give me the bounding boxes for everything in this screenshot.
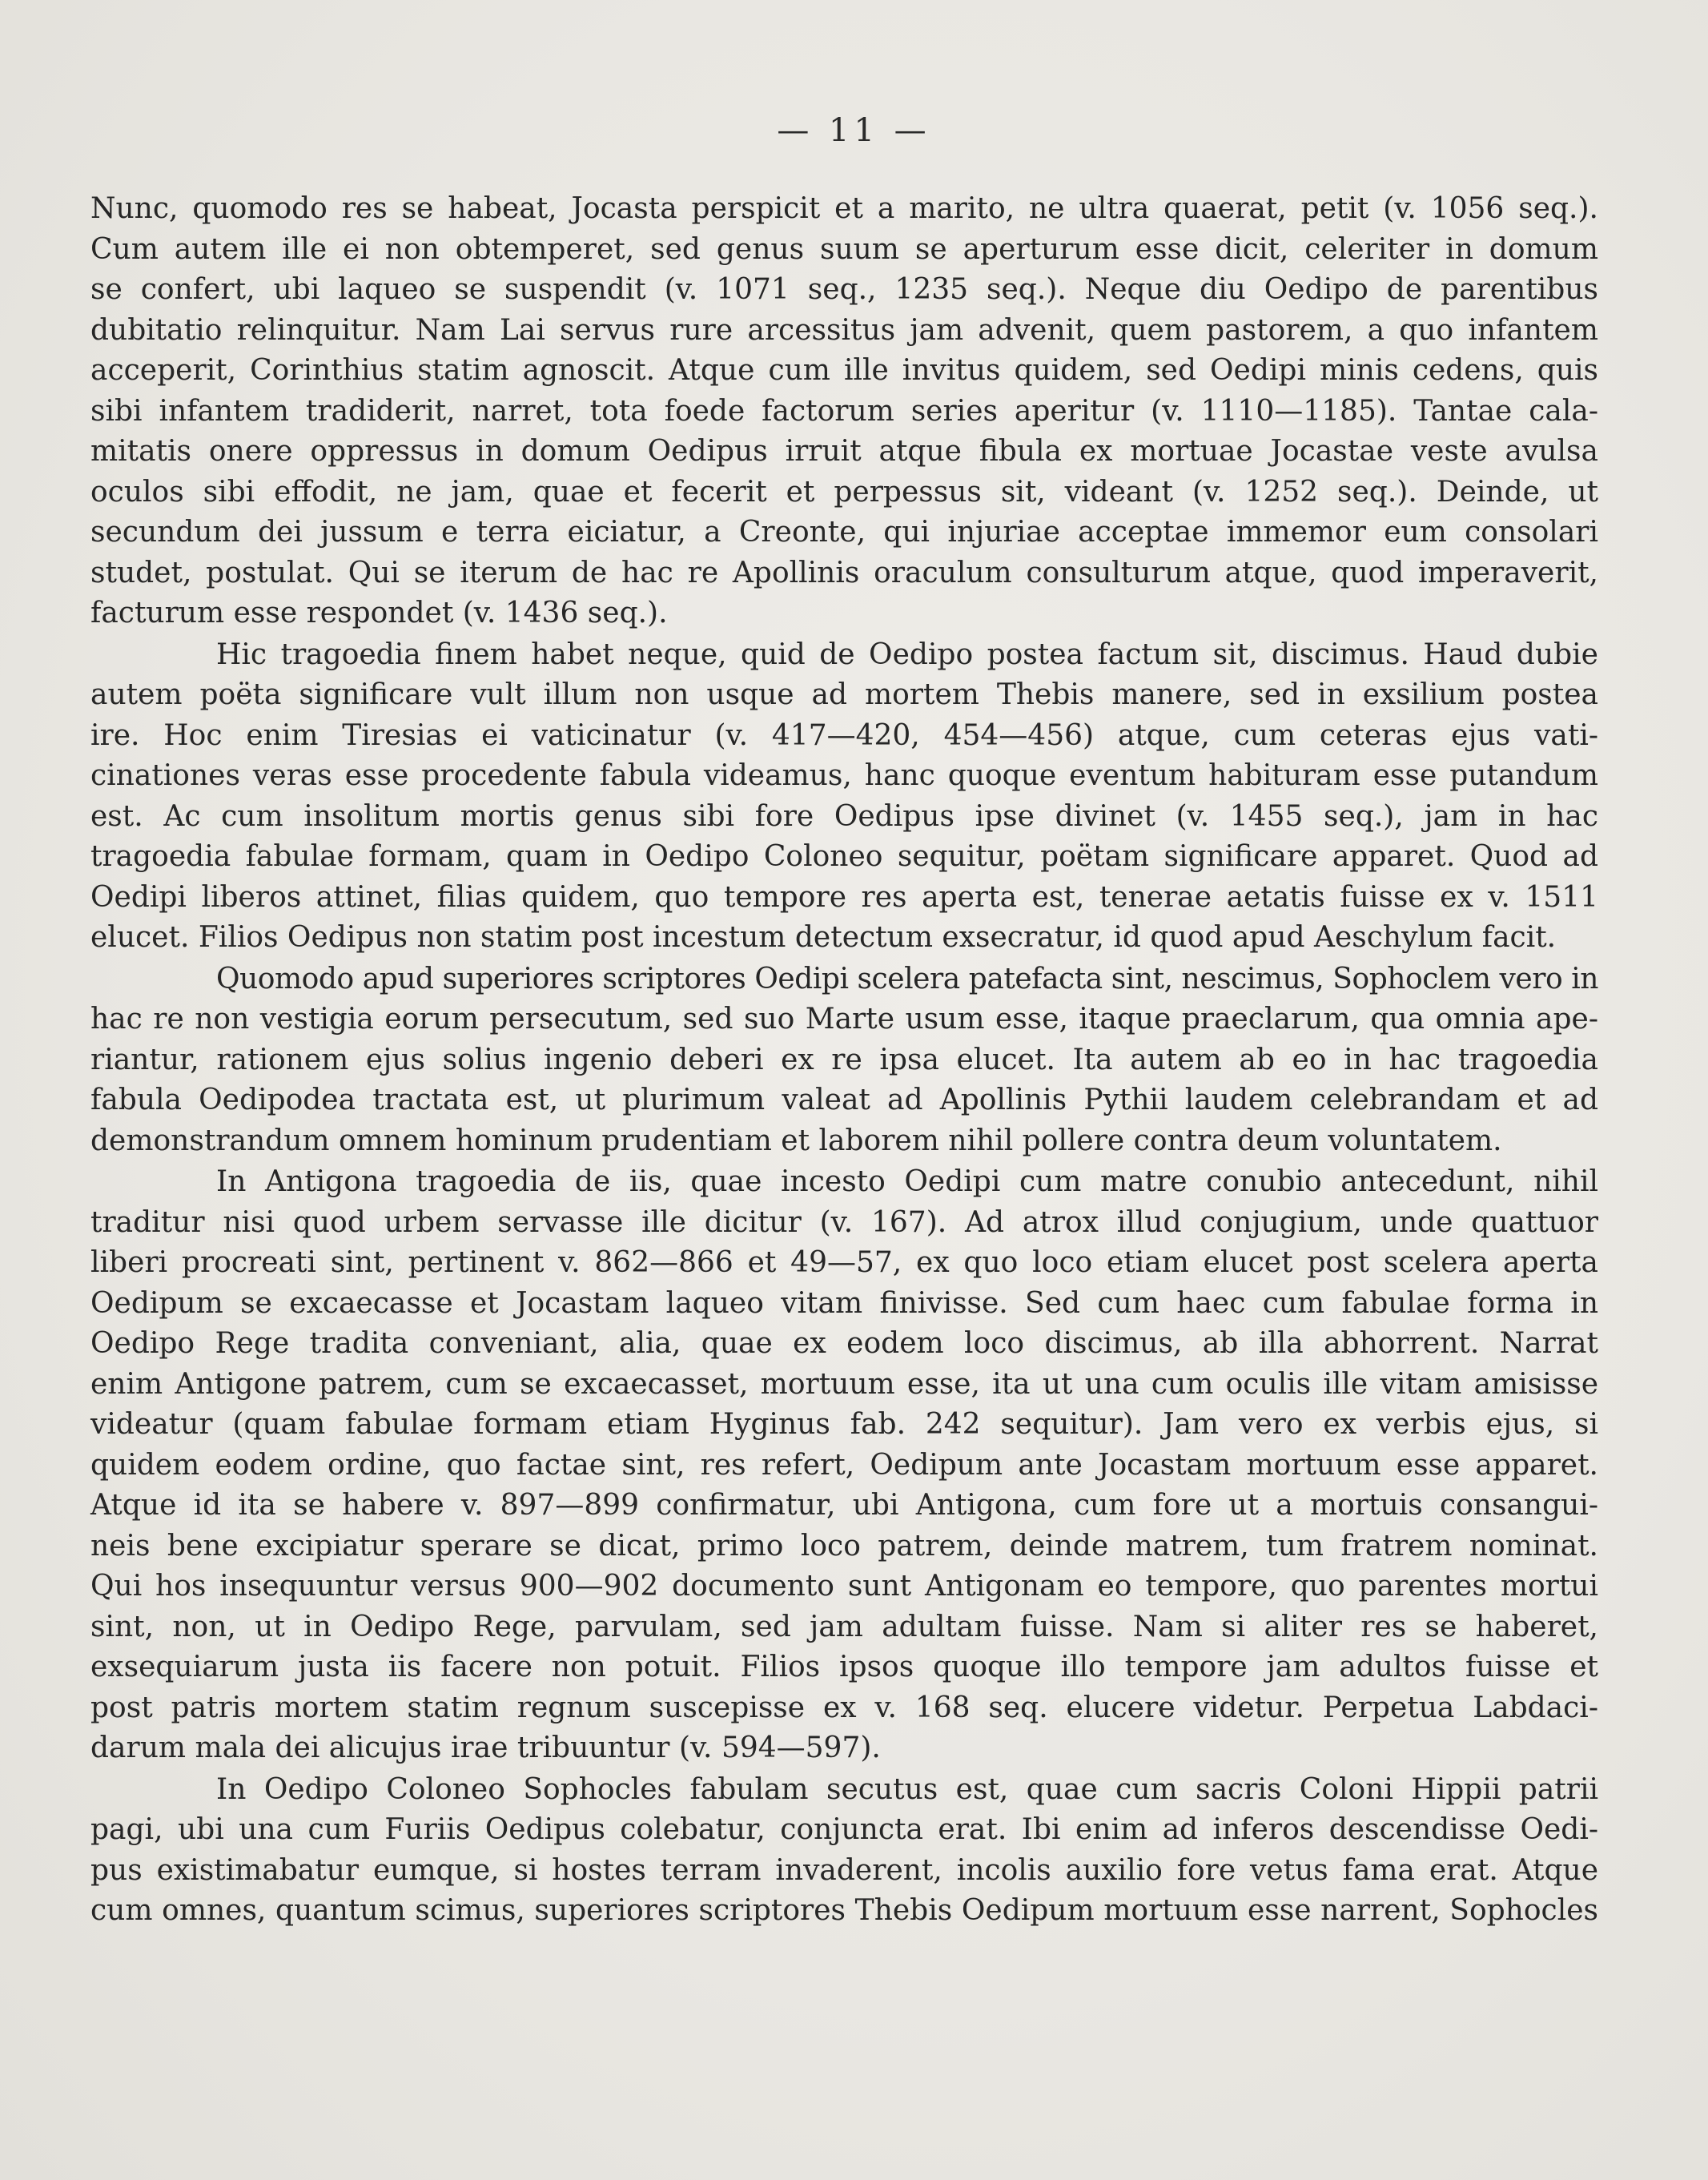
text-line: Cum autem ille ei non obtemperet, sed genus suum se aperturum esse dicit, celeriter in domum (90, 232, 1598, 266)
text-line: quidem eodem ordine, quo factae sint, res refert, Oedipum ante Jocastam mortuum esse apparet. (90, 1448, 1598, 1482)
text-line: exsequiarum justa iis facere non potuit. Filios ipsos quoque illo tempore jam adultos fuisse et (90, 1651, 1598, 1683)
text-line: pus existimabatur eumque, si hostes terram invaderent, incolis auxilio fore vetus fama erat. Atque (90, 1853, 1598, 1887)
text-line: enim Antigone patrem, cum se excaecasset, mortuum esse, ita ut una cum oculis ille vitam amisisse (90, 1367, 1598, 1401)
text-line: se confert, ubi laqueo se suspendit (v. 1071 seq., 1235 seq.). Neque diu Oedipo de parentibus (90, 273, 1598, 306)
paragraph-4 (90, 1162, 1598, 1769)
text-line: hac re non vestigia eorum persecutum, sed suo Marte usum esse, itaque praeclarum, qua omnia ape- (90, 1003, 1598, 1036)
text-line: oculos sibi effodit, ne jam, quae et fecerit et perpessus sit, videant (v. 1252 seq.). Deinde, ut (90, 475, 1598, 509)
text-line: Hic tragoedia finem habet neque, quid de Oedipo postea factum sit, discimus. Haud dubie (216, 638, 1598, 671)
text-line: autem poëta significare vult illum non usque ad mortem Thebis manere, sed in exsilium postea (90, 678, 1598, 711)
text-line: In Oedipo Coloneo Sophocles fabulam secutus est, quae cum sacris Coloni Hippii patrii (216, 1772, 1598, 1806)
text-line: darum mala dei alicujus irae tribuuntur (v. 594—597). (90, 1732, 881, 1764)
text-line: cinationes veras esse procedente fabula videamus, hanc quoque eventum habituram esse putandum (90, 759, 1598, 792)
text-line: acceperit, Corinthius statim agnoscit. Atque cum ille invitus quidem, sed Oedipi minis cedens, quis (90, 354, 1598, 387)
text-line: dubitatio relinquitur. Nam Lai servus rure arcessitus jam advenit, quem pastorem, a quo infantem (90, 313, 1598, 347)
text-line: demonstrandum omnem hominum prudentiam et laborem nihil pollere contra deum voluntatem. (90, 1124, 1502, 1157)
body-text (90, 189, 1598, 1932)
text-line: sibi infantem tradiderit, narret, tota foede factorum series aperitur (v. 1110—1185). Tantae cala- (90, 394, 1598, 428)
text-line: Qui hos insequuntur versus 900—902 documento sunt Antigonam eo tempore, quo parentes mortui (90, 1570, 1598, 1603)
text-line: tragoedia fabulae formam, quam in Oedipo Coloneo sequitur, poëtam significare apparet. Quod ad (90, 840, 1598, 873)
text-line: Quomodo apud superiores scriptores Oedipi scelera patefacta sint, nescimus, Sophoclem vero in (216, 962, 1598, 995)
text-line: cum omnes, quantum scimus, superiores scriptores Thebis Oedipum mortuum esse narrent, Sophocles (90, 1894, 1598, 1927)
text-line: Nunc, quomodo res se habeat, Jocasta perspicit et a marito, ne ultra quaerat, petit (v. 1056 seq.). (90, 192, 1598, 225)
text-line: sint, non, ut in Oedipo Rege, parvulam, sed jam adultam fuisse. Nam si aliter res se haberet, (90, 1610, 1598, 1643)
text-line: secundum dei jussum e terra eiciatur, a Creonte, qui injuriae acceptae immemor eum consolari (90, 516, 1598, 549)
paragraph-5 (90, 1770, 1598, 1932)
text-line: facturum esse respondet (v. 1436 seq.). (90, 597, 668, 629)
text-line: Oedipi liberos attinet, filias quidem, quo tempore res aperta est, tenerae aetatis fuisse ex v. 1511 (90, 880, 1598, 914)
text-line: pagi, ubi una cum Furiis Oedipus colebatur, conjuncta erat. Ibi enim ad inferos descendisse Oedi- (90, 1813, 1598, 1846)
text-line: Oedipo Rege tradita conveniant, alia, quae ex eodem loco discimus, ab illa abhorrent. Narrat (90, 1327, 1598, 1360)
text-line: Oedipum se excaecasse et Jocastam laqueo vitam finivisse. Sed cum haec cum fabulae forma in (90, 1286, 1598, 1320)
paragraph-2 (90, 635, 1598, 959)
text-line: elucet. Filios Oedipus non statim post incestum detectum exsecratur, id quod apud Aeschylum facit. (90, 921, 1557, 954)
text-line: videatur (quam fabulae formam etiam Hyginus fab. 242 sequitur). Jam vero ex verbis ejus, si (90, 1408, 1598, 1441)
text-line: ire. Hoc enim Tiresias ei vaticinatur (v. 417—420, 454—456) atque, cum ceteras ejus vati- (90, 718, 1598, 752)
text-line: In Antigona tragoedia de iis, quae incesto Oedipi cum matre conubio antecedunt, nihil (216, 1165, 1598, 1198)
text-line: studet, postulat. Qui se iterum de hac re Apollinis oraculum consulturum atque, quod imperaverit, (90, 556, 1598, 589)
text-line: neis bene excipiatur sperare se dicat, primo loco patrem, deinde matrem, tum fratrem nominat. (90, 1529, 1598, 1563)
text-line: post patris mortem statim regnum suscepisse ex v. 168 seq. elucere videtur. Perpetua Labdaci- (90, 1691, 1598, 1724)
page-number: — 11 — (777, 112, 931, 149)
text-line: est. Ac cum insolitum mortis genus sibi fore Oedipus ipse divinet (v. 1455 seq.), jam in hac (90, 799, 1598, 833)
paragraph-3 (90, 959, 1598, 1162)
paragraph-1 (90, 189, 1598, 634)
text-line: Atque id ita se habere v. 897—899 confirmatur, ubi Antigona, cum fore ut a mortuis consangui- (90, 1489, 1598, 1522)
text-line: mitatis onere oppressus in domum Oedipus irruit atque fibula ex mortuae Jocastae veste avulsa (90, 435, 1598, 468)
text-line: fabula Oedipodea tractata est, ut plurimum valeat ad Apollinis Pythii laudem celebrandam et ad (90, 1084, 1598, 1116)
text-line: riantur, rationem ejus solius ingenio deberi ex re ipsa elucet. Ita autem ab eo in hac tragoedia (90, 1043, 1598, 1076)
text-line: traditur nisi quod urbem servasse ille dicitur (v. 167). Ad atrox illud conjugium, unde quattuor (90, 1205, 1598, 1239)
text-line: liberi procreati sint, pertinent v. 862—866 et 49—57, ex quo loco etiam elucet post scelera aperta (90, 1246, 1598, 1279)
